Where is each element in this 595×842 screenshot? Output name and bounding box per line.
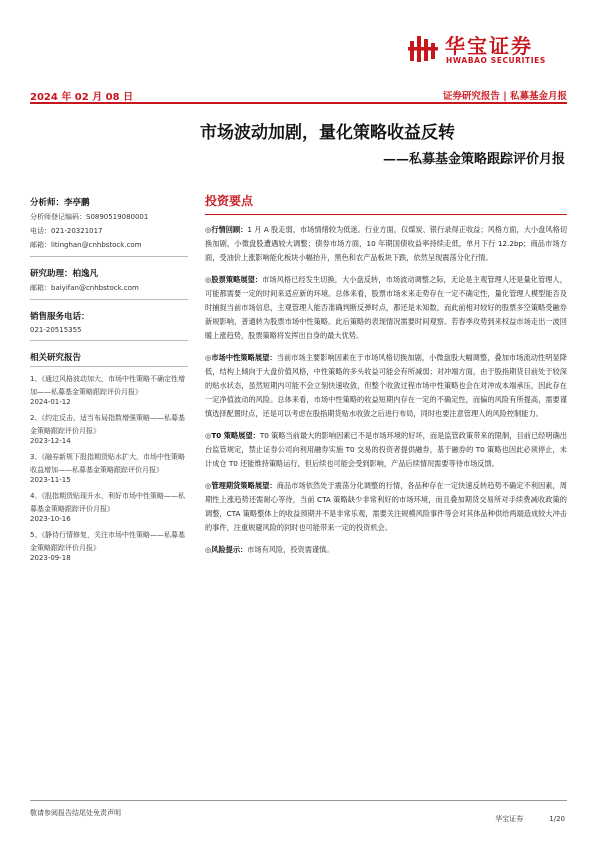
related-report-date: 2023-10-16	[30, 515, 71, 523]
report-subtitle: ——私募基金策略跟踪评价月报	[382, 152, 565, 167]
report-header-bar	[30, 86, 567, 104]
point-body: 当前市场主要影响因素在于市场风格切换加剧，小微盘股大幅调整，叠加市场流动性明显降低，结构上倾向于大盘价值风格，中性策略的多头收益可能会有所减弱；对冲端方面，由于股指期货目前处于较深的贴水状态，虽然短期内可能不会立刻快速收敛，但整个收敛过程市场中性策略也会在对冲成本端承压，因此存在一定净值波动的风险。总体来看，市场中性策略的收益短期内存在一定的不确定性，而偏的风险有所提高，需要谨慎选择配置时点，还是可以考虑在股指期货贴水收敛之后进行布局，同时也要注意管理人的风险控制能力。	[205, 353, 567, 418]
related-report-item[interactable]	[30, 490, 188, 523]
point-head: T0 策略展望：	[211, 431, 260, 440]
footer-divider	[30, 800, 567, 801]
hwabao-logo-icon	[407, 32, 441, 66]
related-report-date: 2023-11-15	[30, 476, 71, 484]
sales-phone: 021-20515355	[30, 326, 82, 334]
analyst-cert: 分析师登记编码：S0890519080001	[30, 213, 149, 221]
report-title: 市场波动加剧，量化策略收益反转	[200, 123, 455, 143]
sales-label: 销售服务电话：	[30, 312, 90, 322]
point-body: 商品市场依然处于震荡分化调整的行情，各品种存在一定快速反转趋势不确定不利因素，周期性上涨趋势还需耐心等待，当前 CTA 策略缺少非常利好的市场环境，而且叠加期货交易所对手续费减收政策的调整，CTA 策略整体上的收益预期并不是非常乐观，需要关注规模风险事件等会对其体品种供给两端造成较大冲击的事件，注重规避风险的同时也可能带来一定的投资机会。	[205, 481, 567, 532]
bullet-icon: ◎	[205, 481, 212, 490]
divider	[30, 256, 188, 257]
logo-name-cn: 华宝证券	[445, 34, 533, 58]
point-body: T0 策略当前最大的影响因素已不是市场环境的好坏，而是监管政策带来的限制，目前已经明确出台监管规定，禁止证券公司向利用融券实施 T0 交易的投资者提供融券，基于融券的 T0 策略也因此必须停止，未计成仓 T0 还能维持策略运行，但后续也可能会受到影响，产品后续情况需要等待市场反馈。	[205, 431, 567, 468]
point-head: 风险提示：	[211, 545, 248, 554]
investment-highlights	[205, 192, 567, 557]
point-risk-warning	[205, 543, 567, 557]
related-report-date: 2023-09-18	[30, 554, 71, 562]
page-number: 1/20	[549, 815, 565, 823]
related-report-item[interactable]	[30, 451, 188, 484]
bullet-icon: ◎	[205, 275, 212, 284]
related-report-item[interactable]	[30, 412, 188, 445]
analyst-sidebar	[30, 196, 188, 562]
point-t0-strategy	[205, 429, 567, 471]
footer-disclaimer: 敬请参阅报告结尾处免责声明	[30, 809, 121, 817]
report-date: 2024 年 02 月 08 日	[30, 92, 134, 103]
section-title: 投资要点	[205, 192, 567, 215]
divider	[30, 299, 188, 300]
report-type: 证券研究报告 | 私募基金月报	[442, 91, 567, 102]
bullet-icon: ◎	[205, 431, 212, 440]
related-report-date: 2023-12-14	[30, 437, 71, 445]
analyst-name: 分析师：李亭鹏	[30, 198, 90, 208]
related-report-title: 3、《融券新规下股指期货贴水扩大，市场中性策略收益增加——私募基金策略跟踪评价月报》	[30, 453, 185, 474]
point-managed-futures	[205, 479, 567, 535]
bullet-icon: ◎	[205, 545, 212, 554]
assistant-email[interactable]: 邮箱：baiyifan@cnhbstock.com	[30, 284, 139, 292]
footer-brand: 华宝证券	[495, 815, 524, 823]
related-report-title: 5、《静待行情修复，关注市场中性策略——私募基金策略跟踪评价月报》	[30, 531, 185, 552]
related-report-item[interactable]	[30, 373, 188, 406]
analyst-email[interactable]: 邮箱：litinghan@cnhbstock.com	[30, 241, 142, 249]
company-logo	[407, 28, 567, 74]
bullet-icon: ◎	[205, 353, 212, 362]
point-body: 市场风格已经发生切换，大小盘反转，市场波动调整之际，无论是主观管理人还是量化管理人，可能都需要一定的时间来适应新的环境。总体来看，股票市场未来走势存在一定不确定性，量化管理人模型能否及时捕捉当前市场信息，主观管理人能否准确判断反弹时点，都还是未知数，而此前相对较好的股票多空策略受融券新规影响，普通转为股票市场中性策略。此后策略的表现情况需要时间观察。若春季攻势到来权益市场走出一波回暖上涨趋势，股票策略将发挥出自身的最大优势。	[205, 275, 567, 340]
divider	[30, 340, 188, 341]
analyst-phone: 电话：021-20321017	[30, 227, 103, 235]
assistant-name: 研究助理：柏逸凡	[30, 269, 99, 279]
related-report-item[interactable]	[30, 529, 188, 562]
related-report-title: 2、《约定反击，适当布局指数增强策略——私募基金策略跟踪评价月报》	[30, 414, 185, 435]
point-head: 管理期货策略展望：	[211, 481, 277, 490]
point-head: 市场中性策略展望：	[211, 353, 277, 362]
footer-info	[469, 814, 565, 824]
logo-name-en: HWABAO SECURITIES	[446, 56, 546, 65]
point-body: 1 月 A 股走弱，市场情绪较为低迷。行业方面，仅煤炭、银行录得正收益；风格方面，大小盘风格切换加剧，小微盘股遭遇较大调整；债券市场方面，10 年期国债收益率持续走低，单月下行 12.2bp；商品市场方面，受油价上涨影响能化板块小幅抬升，黑色和农产品板块下跌，依然呈现震荡分化行情。	[205, 225, 567, 262]
related-report-title: 4、《股指期货贴现升水，利好市场中性策略——私募基金策略跟踪评价月报》	[30, 492, 185, 513]
point-market-review	[205, 223, 567, 265]
point-market-neutral	[205, 351, 567, 421]
related-report-title: 1、《通过风格波动加大，市场中性策略不确定性增加——私募基金策略跟踪评价月报》	[30, 375, 185, 396]
point-stock-strategy	[205, 273, 567, 343]
related-reports-title: 相关研究报告	[30, 351, 188, 367]
point-body: 市场有风险，投资需谨慎。	[247, 545, 334, 554]
point-head: 股票策略展望：	[211, 275, 263, 284]
point-head: 行情回顾：	[211, 225, 248, 234]
related-report-date: 2024-01-12	[30, 398, 71, 406]
bullet-icon: ◎	[205, 225, 212, 234]
